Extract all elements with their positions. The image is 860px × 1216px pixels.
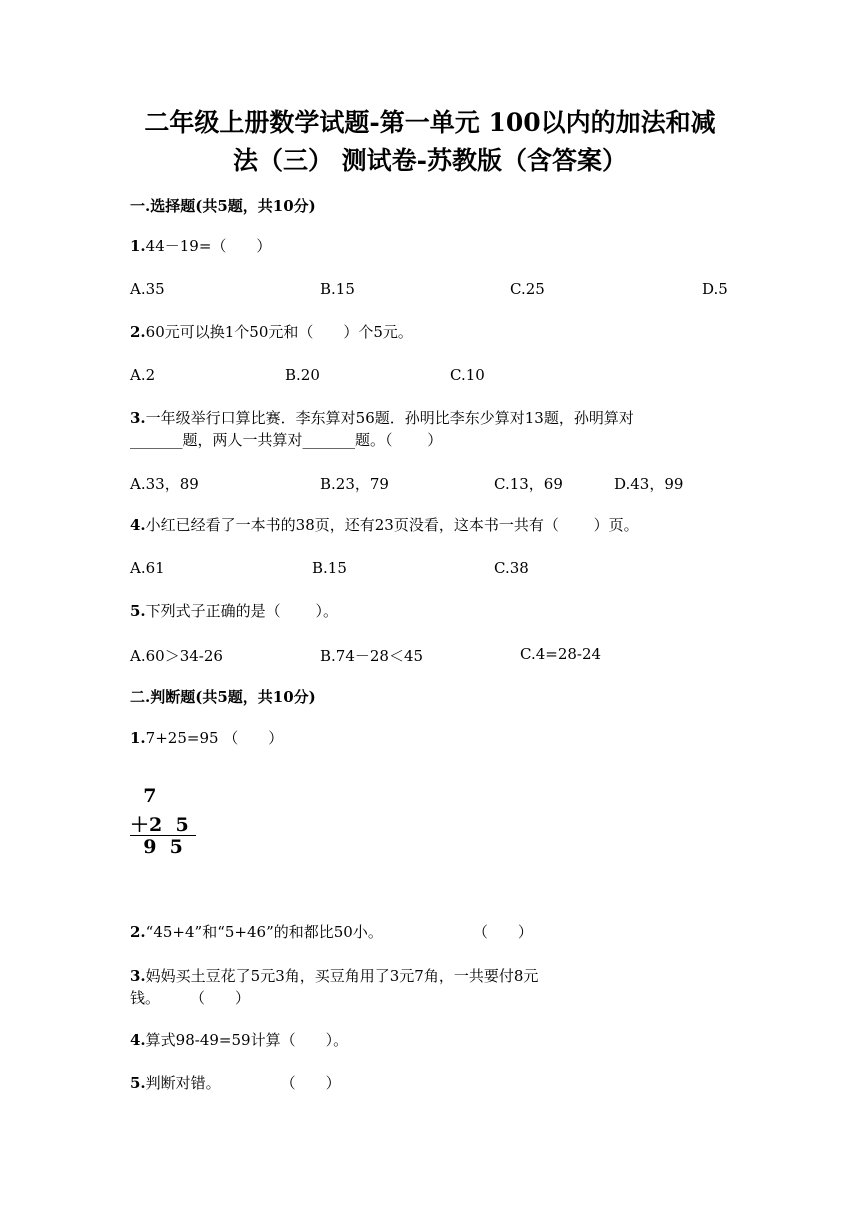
choice-question-3-line2: _______题，两人一共算对_______题。（ ） <box>130 431 443 449</box>
option-a: A.33，89 <box>130 475 199 493</box>
option-c: C.4=28-24 <box>520 645 602 663</box>
question-text: 算式98-49=59计算（ ）。 <box>145 1031 349 1049</box>
option-b: B.23，79 <box>320 475 389 493</box>
judge-question-3 <box>130 964 538 988</box>
question-number: 5. <box>130 1074 146 1092</box>
vertical-row-3: 9 5 <box>130 836 183 858</box>
choice-question-1 <box>130 234 271 258</box>
question-text: “45+4”和“5+46”的和都比50小。 （ ） <box>145 923 533 941</box>
option-b: B.74－28＜45 <box>320 647 424 665</box>
judge-question-2 <box>130 920 533 944</box>
section-heading-choice: 一.选择题(共5题，共10分) <box>130 197 316 215</box>
judge-question-3-line2: 钱。 （ ） <box>130 989 251 1007</box>
option-a: A.60＞34-26 <box>130 647 223 665</box>
question-number: 2. <box>130 323 146 341</box>
option-c: C.25 <box>510 280 545 298</box>
vertical-row-1: 7 <box>130 785 157 807</box>
judge-question-5 <box>130 1071 341 1095</box>
page-title-line2: 法（三） 测试卷-苏教版（含答案） <box>232 146 628 175</box>
choice-question-4 <box>130 513 639 537</box>
question-number: 1. <box>130 237 146 255</box>
option-c: C.13，69 <box>494 475 563 493</box>
option-a: A.35 <box>130 280 165 298</box>
question-text: 44－19=（ ） <box>145 237 272 255</box>
option-c: C.38 <box>494 559 529 577</box>
choice-question-3 <box>130 406 634 430</box>
option-a: A.61 <box>130 559 165 577</box>
question-text: 判断对错。 （ ） <box>145 1074 341 1092</box>
question-number: 3. <box>130 409 146 427</box>
option-b: B.15 <box>320 280 355 298</box>
question-text: 60元可以换1个50元和（ ）个5元。 <box>145 323 413 341</box>
option-a: A.2 <box>130 366 156 384</box>
option-b: B.20 <box>285 366 320 384</box>
question-number: 4. <box>130 516 146 534</box>
question-number: 5. <box>130 602 146 620</box>
option-d: D.43，99 <box>614 475 684 493</box>
option-c: C.10 <box>450 366 485 384</box>
question-text: 妈妈买土豆花了5元3角，买豆角用了3元7角，一共要付8元 <box>145 967 539 985</box>
vertical-row-2: ＋2 5 <box>130 814 189 836</box>
choice-question-2 <box>130 320 413 344</box>
question-text: 小红已经看了一本书的38页，还有23页没看，这本书一共有（ ）页。 <box>145 516 639 534</box>
option-b: B.15 <box>312 559 347 577</box>
page-title-line1: 二年级上册数学试题-第一单元 100以内的加法和减 <box>144 108 716 137</box>
question-number: 2. <box>130 923 146 941</box>
choice-question-5 <box>130 599 338 623</box>
question-text: 一年级举行口算比赛．李东算对56题．孙明比李东少算对13题，孙明算对 <box>145 409 634 427</box>
question-number: 4. <box>130 1031 146 1049</box>
question-number: 1. <box>130 729 146 747</box>
judge-question-1 <box>130 726 283 750</box>
question-text: 7+25=95 （ ） <box>145 729 284 747</box>
option-d: D.5 <box>702 280 728 298</box>
judge-question-4 <box>130 1028 348 1052</box>
section-heading-judge: 二.判断题(共5题，共10分) <box>130 688 316 706</box>
question-text: 下列式子正确的是（ ）。 <box>145 602 338 620</box>
question-number: 3. <box>130 967 146 985</box>
